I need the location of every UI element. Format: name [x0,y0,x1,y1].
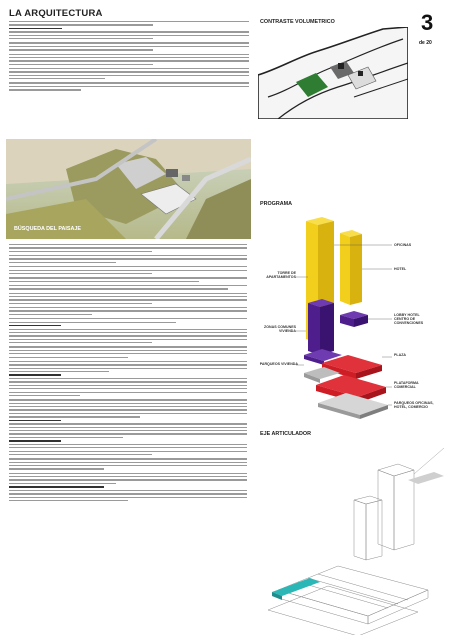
page-total: de 20 [419,40,432,46]
contraste-map [258,27,408,119]
section-contraste: CONTRASTE VOLUMETRICO [260,19,335,25]
label-hotel: HOTEL [394,267,407,271]
program-diagram [296,215,396,420]
label-plaza: PLAZA [394,353,406,357]
site-aerial-render [6,139,251,239]
label-torre: TORRE DE APARTAMENTOS [266,271,296,280]
section-programa: PROGRAMA [260,201,293,207]
label-parqueos-vivienda: PARQUEOS VIVIENDA [259,362,298,366]
eje-articulador-diagram [258,440,450,635]
busqueda-caption: BÚSQUEDA DEL PAISAJE [14,226,81,232]
label-oficinas: OFICINAS [394,243,412,247]
label-zonas: ZONAS COMUNES VIVIENDA [264,325,296,334]
page-title: LA ARQUITECTURA [9,8,103,19]
label-parqueos-oficinas: PARQUEOS OFICINAS, HOTEL, COMERCIO [394,401,434,410]
label-plataforma: PLATAFORMA COMERCIAL [394,381,419,390]
body-text-left [9,244,247,503]
intro-text [9,21,249,93]
page-number: 3 [421,10,434,35]
section-eje: EJE ARTICULADOR [260,431,312,437]
label-lobby: LOBBY HOTEL CENTRO DE CONVENCIONES [394,313,424,326]
